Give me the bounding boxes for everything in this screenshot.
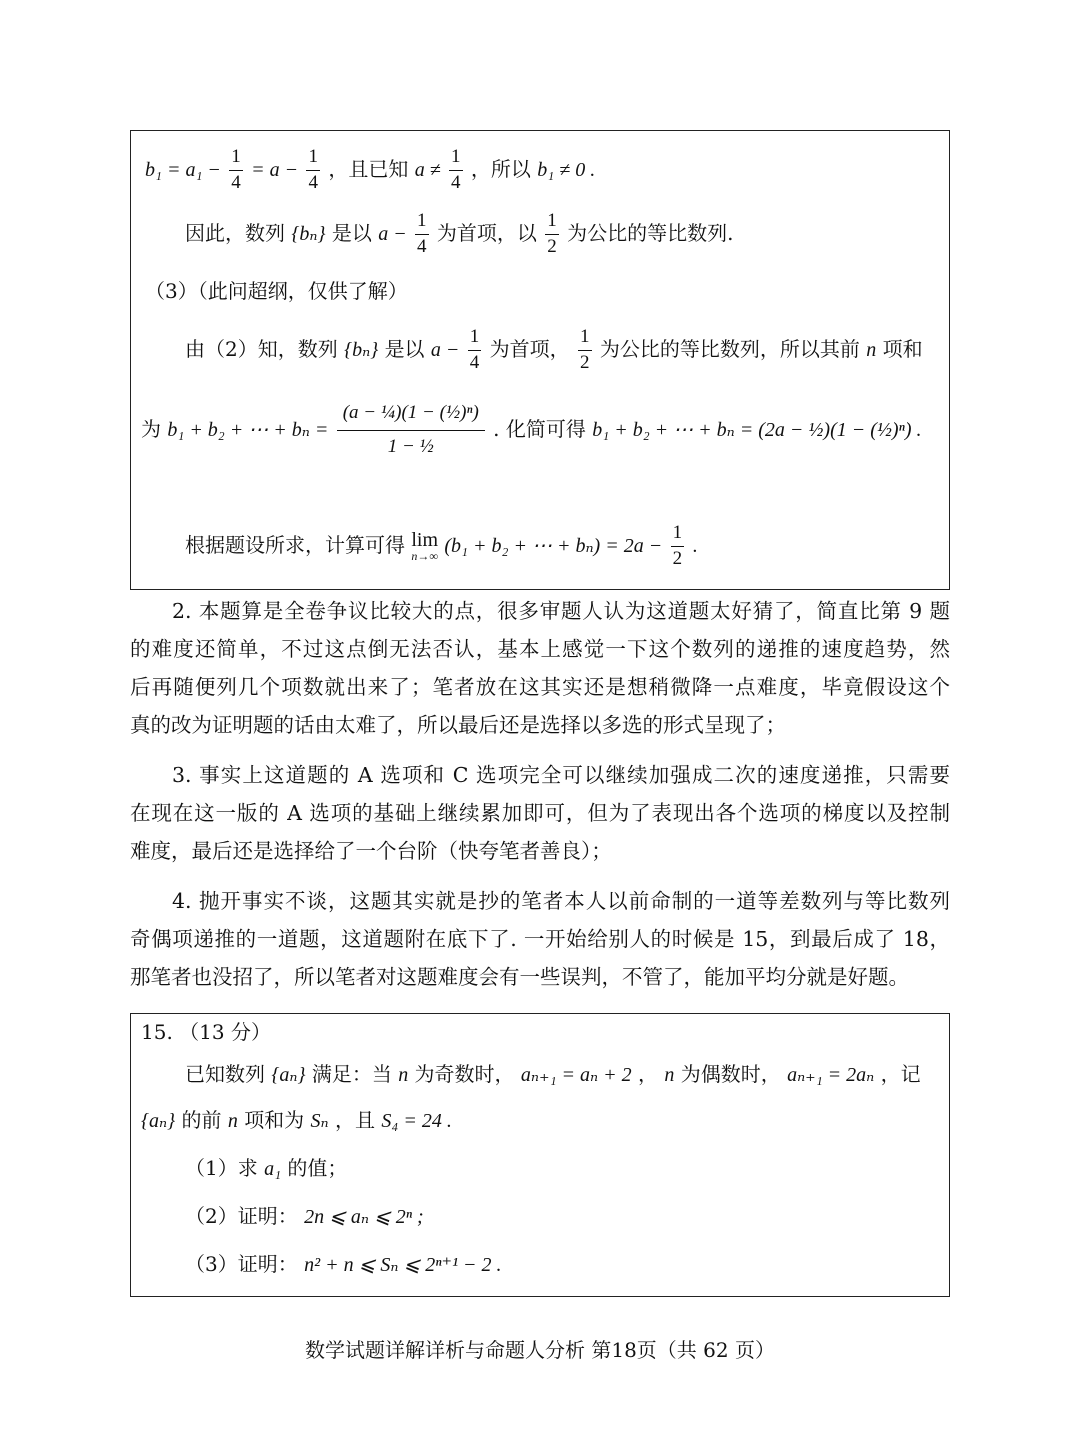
problem-statement-line-2: {aₙ} 的前 n 项和为 Sₙ ，且 S₄ = 24 . [141, 1108, 452, 1132]
sum-fraction: $\frac{\text{(a − ¼)(1 − (½)ⁿ)}}{\text{1 − ½}}$ [337, 403, 485, 458]
fraction-one-quarter: $\frac{1}{4}$ [231, 146, 241, 193]
problem-15-box [130, 1013, 950, 1297]
solution-line-1: b₁ = a₁ − $\frac{1}{4}$ = a − $\frac{1}{4}$ ，且已知 a ≠ $\frac{1}{4}$ ，所以 b₁ ≠ 0 . [145, 146, 596, 193]
problem-statement-line-1: 已知数列 {aₙ} 满足：当 n 为奇数时， aₙ₊₁ = aₙ + 2 ， n 为偶数时， aₙ₊₁ = 2aₙ ，记 [185, 1062, 921, 1086]
fraction-one-half: $\frac{1}{2}$ [547, 210, 557, 257]
solution-part-3-heading: （3）（此问超纲，仅供了解） [145, 279, 408, 303]
solution-line-2: 因此，数列 {bₙ} 是以 a − $\frac{1}{4}$ 为首项，以 $\frac{1}{2}$ 为公比的等比数列. [185, 210, 734, 257]
solution-line-4: 由（2）知，数列 {bₙ} 是以 a − $\frac{1}{4}$ 为首项， $\frac{1}{2}$ 为公比的等比数列，所以其前 n 项和 [185, 326, 923, 373]
fraction-one-half: $\frac{1}{2}$ [580, 326, 590, 373]
question-3: （3）证明： n² + n ⩽ Sₙ ⩽ 2ⁿ⁺¹ − 2 . [185, 1252, 502, 1276]
commentary-paragraph-3: 3. 事实上这道题的 A 选项和 C 选项完全可以继续加强成二次的速度递推，只需要 在现在这一版的 A 选项的基础上继续累加即可，但为了表现出各个选项的梯度以及控制 难度，最后还是选择给了一个台阶（快夸笔者善良）； [130, 763, 950, 863]
b1-definition: b₁ = a₁ − [145, 158, 221, 181]
problem-title: 15. （13 分） [141, 1020, 271, 1044]
fraction-one-half: $\frac{1}{2}$ [672, 522, 683, 569]
commentary-paragraph-2: 2. 本题算是全卷争议比较大的点，很多审题人认为这道题太好猜了，简直比第 9 题 的难度还简单，不过这点倒无法否认，基本上感觉一下这个数列的递推的速度趋势，然 后再随便列几个项数就出来了；笔者放在这其实还是想稍微降一点难度，毕竟假设这个 真的改为证明题的话由太难了，所以最后还是选择以多选的形式呈现了； [130, 599, 950, 737]
solution-line-6: 根据题设所求，计算可得 lim n→∞ (b₁ + b₂ + ⋯ + bₙ) = 2a − $\frac{1}{2}$ . [185, 522, 698, 569]
fraction-one-quarter: $\frac{1}{4}$ [451, 146, 461, 193]
commentary-paragraph-4: 4. 抛开事实不谈，这题其实就是抄的笔者本人以前命制的一道等差数列与等比数列 奇偶项递推的一道题，这道题附在底下了. 一开始给别人的时候是 15，到最后成了 18， 那笔者也没招了，所以笔者对这题难度会有一些误判，不管了，能加平均分就是好题。 [130, 889, 950, 989]
limit-operator: lim n→∞ [411, 529, 439, 564]
question-2: （2）证明： 2n ⩽ aₙ ⩽ 2ⁿ ; [185, 1204, 424, 1228]
solution-box [130, 130, 950, 590]
solution-line-5: 为 b₁ + b₂ + ⋯ + bₙ = $\frac{\text{(a − ¼)(1 − (½)ⁿ)}}{\text{1 − ½}}$ . 化简可得 b₁ + b₂ + ⋯ + bₙ = (2a − ½)(1 − (½)ⁿ) . [141, 402, 922, 457]
fraction-one-quarter: $\frac{1}{4}$ [469, 326, 480, 373]
page-footer: 数学试题详解详析与命题人分析 第18页（共 62 页） [305, 1338, 775, 1362]
fraction-one-quarter: $\frac{1}{4}$ [417, 210, 427, 257]
question-1: （1）求 a₁ 的值； [185, 1156, 348, 1180]
fraction-one-quarter: $\frac{1}{4}$ [308, 146, 318, 193]
